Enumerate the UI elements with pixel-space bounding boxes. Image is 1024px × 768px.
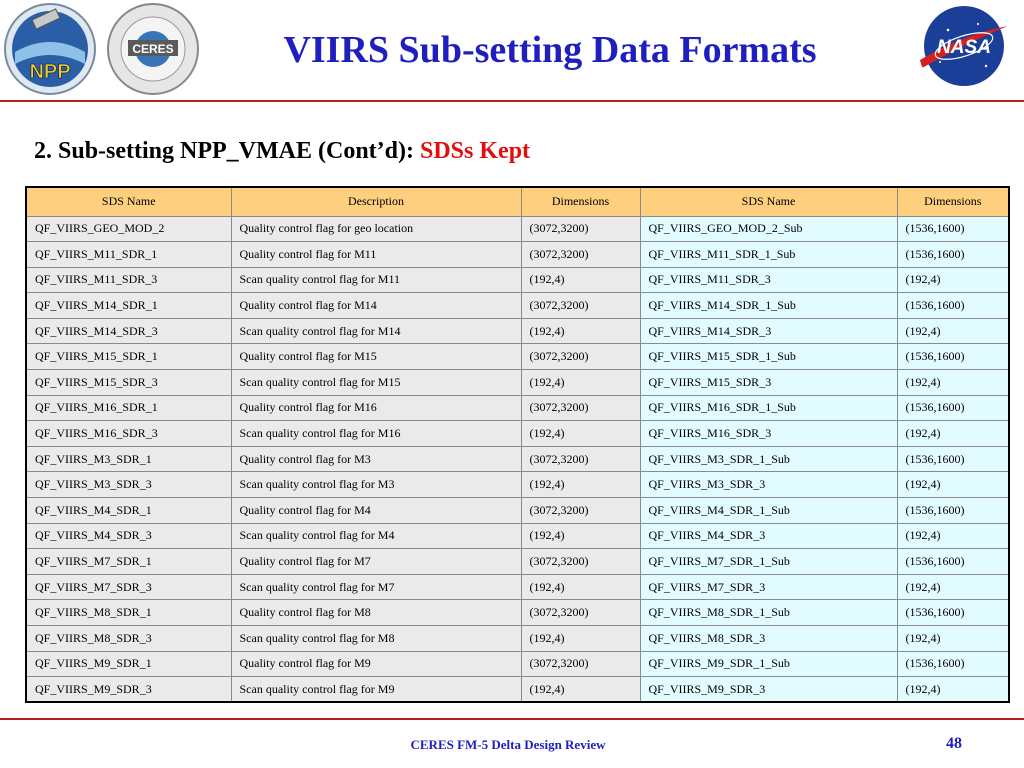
subset-sds-name-cell: QF_VIIRS_M14_SDR_3 xyxy=(640,318,897,344)
nasa-logo-text: NASA xyxy=(937,37,991,58)
subset-sds-name-cell: QF_VIIRS_GEO_MOD_2_Sub xyxy=(640,216,897,242)
table-row xyxy=(26,267,1009,293)
subset-sds-name-cell: QF_VIIRS_M3_SDR_1_Sub xyxy=(640,446,897,472)
description-cell: Scan quality control flag for M4 xyxy=(231,523,521,549)
sds-name-cell: QF_VIIRS_M15_SDR_3 xyxy=(26,370,231,396)
sds-name-cell: QF_VIIRS_M9_SDR_1 xyxy=(26,651,231,677)
ceres-logo-text: CERES xyxy=(132,42,174,56)
table-row xyxy=(26,498,1009,524)
subset-sds-name-cell: QF_VIIRS_M4_SDR_1_Sub xyxy=(640,498,897,524)
dimensions-cell: (192,4) xyxy=(521,421,640,447)
footer-text: CERES FM-5 Delta Design Review xyxy=(410,737,606,752)
dimensions-cell: (3072,3200) xyxy=(521,344,640,370)
table-row xyxy=(26,242,1009,268)
sds-table xyxy=(25,186,1010,703)
dimensions-cell: (192,4) xyxy=(521,523,640,549)
subset-sds-name-cell: QF_VIIRS_M15_SDR_3 xyxy=(640,370,897,396)
subset-dimensions-cell: (1536,1600) xyxy=(897,293,1009,319)
table-row xyxy=(26,651,1009,677)
subset-dimensions-cell: (192,4) xyxy=(897,472,1009,498)
subset-sds-name-cell: QF_VIIRS_M3_SDR_3 xyxy=(640,472,897,498)
subset-dimensions-cell: (1536,1600) xyxy=(897,395,1009,421)
subset-dimensions-cell: (1536,1600) xyxy=(897,242,1009,268)
subset-sds-name-cell: QF_VIIRS_M14_SDR_1_Sub xyxy=(640,293,897,319)
dimensions-cell: (192,4) xyxy=(521,370,640,396)
dimensions-cell: (192,4) xyxy=(521,318,640,344)
sds-name-cell: QF_VIIRS_M14_SDR_1 xyxy=(26,293,231,319)
subset-dimensions-cell: (192,4) xyxy=(897,574,1009,600)
dimensions-cell: (192,4) xyxy=(521,677,640,703)
header-description: Description xyxy=(231,187,521,216)
nasa-meatball-logo-icon xyxy=(916,4,1012,88)
dimensions-cell: (3072,3200) xyxy=(521,293,640,319)
sds-name-cell: QF_VIIRS_M3_SDR_1 xyxy=(26,446,231,472)
page-number: 48 xyxy=(946,735,962,752)
description-cell: Scan quality control flag for M16 xyxy=(231,421,521,447)
table-row xyxy=(26,395,1009,421)
subset-sds-name-cell: QF_VIIRS_M7_SDR_3 xyxy=(640,574,897,600)
header-sds-name-input: SDS Name xyxy=(26,187,231,216)
description-cell: Scan quality control flag for M11 xyxy=(231,267,521,293)
dimensions-cell: (3072,3200) xyxy=(521,600,640,626)
description-cell: Quality control flag for M11 xyxy=(231,242,521,268)
sds-name-cell: QF_VIIRS_M15_SDR_1 xyxy=(26,344,231,370)
description-cell: Quality control flag for M14 xyxy=(231,293,521,319)
subset-dimensions-cell: (192,4) xyxy=(897,626,1009,652)
subset-dimensions-cell: (1536,1600) xyxy=(897,549,1009,575)
description-cell: Quality control flag for M8 xyxy=(231,600,521,626)
description-cell: Quality control flag for M3 xyxy=(231,446,521,472)
table-row xyxy=(26,446,1009,472)
dimensions-cell: (192,4) xyxy=(521,626,640,652)
sds-name-cell: QF_VIIRS_M4_SDR_1 xyxy=(26,498,231,524)
table-body xyxy=(26,216,1009,702)
subtitle-highlight: SDSs Kept xyxy=(420,138,531,164)
description-cell: Scan quality control flag for M8 xyxy=(231,626,521,652)
subset-sds-name-cell: QF_VIIRS_M9_SDR_1_Sub xyxy=(640,651,897,677)
description-cell: Quality control flag for M15 xyxy=(231,344,521,370)
subset-sds-name-cell: QF_VIIRS_M11_SDR_1_Sub xyxy=(640,242,897,268)
sds-name-cell: QF_VIIRS_M16_SDR_1 xyxy=(26,395,231,421)
dimensions-cell: (192,4) xyxy=(521,574,640,600)
npp-mission-logo-icon xyxy=(3,2,97,96)
table-row xyxy=(26,344,1009,370)
table-row xyxy=(26,293,1009,319)
sds-name-cell: QF_VIIRS_M4_SDR_3 xyxy=(26,523,231,549)
subset-dimensions-cell: (192,4) xyxy=(897,267,1009,293)
subset-dimensions-cell: (1536,1600) xyxy=(897,600,1009,626)
sds-name-cell: QF_VIIRS_M16_SDR_3 xyxy=(26,421,231,447)
subset-dimensions-cell: (192,4) xyxy=(897,523,1009,549)
header-sds-name-output: SDS Name xyxy=(640,187,897,216)
section-subtitle xyxy=(34,138,530,165)
subset-sds-name-cell: QF_VIIRS_M8_SDR_3 xyxy=(640,626,897,652)
description-cell: Scan quality control flag for M3 xyxy=(231,472,521,498)
subset-sds-name-cell: QF_VIIRS_M7_SDR_1_Sub xyxy=(640,549,897,575)
sds-name-cell: QF_VIIRS_GEO_MOD_2 xyxy=(26,216,231,242)
table-row xyxy=(26,574,1009,600)
footer-divider xyxy=(0,718,1024,720)
sds-name-cell: QF_VIIRS_M7_SDR_3 xyxy=(26,574,231,600)
page-title: VIIRS Sub-setting Data Formats xyxy=(283,29,817,71)
ceres-mission-logo-icon xyxy=(106,2,200,96)
description-cell: Scan quality control flag for M15 xyxy=(231,370,521,396)
description-cell: Scan quality control flag for M14 xyxy=(231,318,521,344)
header-divider xyxy=(0,100,1024,102)
table-row xyxy=(26,421,1009,447)
sds-name-cell: QF_VIIRS_M3_SDR_3 xyxy=(26,472,231,498)
sds-name-cell: QF_VIIRS_M9_SDR_3 xyxy=(26,677,231,703)
subset-dimensions-cell: (192,4) xyxy=(897,421,1009,447)
subset-dimensions-cell: (1536,1600) xyxy=(897,446,1009,472)
description-cell: Quality control flag for M16 xyxy=(231,395,521,421)
dimensions-cell: (3072,3200) xyxy=(521,549,640,575)
sds-name-cell: QF_VIIRS_M11_SDR_1 xyxy=(26,242,231,268)
sds-name-cell: QF_VIIRS_M7_SDR_1 xyxy=(26,549,231,575)
table-row xyxy=(26,523,1009,549)
npp-logo-text: NPP xyxy=(29,61,71,83)
subset-dimensions-cell: (192,4) xyxy=(897,370,1009,396)
dimensions-cell: (3072,3200) xyxy=(521,446,640,472)
dimensions-cell: (3072,3200) xyxy=(521,651,640,677)
description-cell: Scan quality control flag for M7 xyxy=(231,574,521,600)
header-dimensions-input: Dimensions xyxy=(521,187,640,216)
subset-dimensions-cell: (192,4) xyxy=(897,318,1009,344)
table-row xyxy=(26,677,1009,703)
table-header-row xyxy=(26,187,1009,216)
description-cell: Quality control flag for M4 xyxy=(231,498,521,524)
subset-dimensions-cell: (1536,1600) xyxy=(897,498,1009,524)
description-cell: Quality control flag for geo location xyxy=(231,216,521,242)
dimensions-cell: (3072,3200) xyxy=(521,242,640,268)
table-row xyxy=(26,626,1009,652)
subset-dimensions-cell: (1536,1600) xyxy=(897,651,1009,677)
sds-name-cell: QF_VIIRS_M8_SDR_1 xyxy=(26,600,231,626)
subset-sds-name-cell: QF_VIIRS_M16_SDR_1_Sub xyxy=(640,395,897,421)
subset-dimensions-cell: (1536,1600) xyxy=(897,216,1009,242)
dimensions-cell: (3072,3200) xyxy=(521,395,640,421)
sds-name-cell: QF_VIIRS_M14_SDR_3 xyxy=(26,318,231,344)
table-row xyxy=(26,600,1009,626)
table-row xyxy=(26,549,1009,575)
subtitle-prefix: 2. Sub-setting NPP_VMAE (Cont’d): xyxy=(34,138,420,164)
table-row xyxy=(26,472,1009,498)
table-row xyxy=(26,318,1009,344)
subset-dimensions-cell: (192,4) xyxy=(897,677,1009,703)
sds-name-cell: QF_VIIRS_M11_SDR_3 xyxy=(26,267,231,293)
description-cell: Scan quality control flag for M9 xyxy=(231,677,521,703)
sds-name-cell: QF_VIIRS_M8_SDR_3 xyxy=(26,626,231,652)
dimensions-cell: (3072,3200) xyxy=(521,216,640,242)
subset-sds-name-cell: QF_VIIRS_M15_SDR_1_Sub xyxy=(640,344,897,370)
dimensions-cell: (192,4) xyxy=(521,267,640,293)
dimensions-cell: (192,4) xyxy=(521,472,640,498)
subset-sds-name-cell: QF_VIIRS_M16_SDR_3 xyxy=(640,421,897,447)
subset-sds-name-cell: QF_VIIRS_M8_SDR_1_Sub xyxy=(640,600,897,626)
table-row xyxy=(26,216,1009,242)
header-dimensions-output: Dimensions xyxy=(897,187,1009,216)
subset-sds-name-cell: QF_VIIRS_M4_SDR_3 xyxy=(640,523,897,549)
dimensions-cell: (3072,3200) xyxy=(521,498,640,524)
description-cell: Quality control flag for M7 xyxy=(231,549,521,575)
description-cell: Quality control flag for M9 xyxy=(231,651,521,677)
subset-sds-name-cell: QF_VIIRS_M11_SDR_3 xyxy=(640,267,897,293)
table-row xyxy=(26,370,1009,396)
subset-dimensions-cell: (1536,1600) xyxy=(897,344,1009,370)
subset-sds-name-cell: QF_VIIRS_M9_SDR_3 xyxy=(640,677,897,703)
